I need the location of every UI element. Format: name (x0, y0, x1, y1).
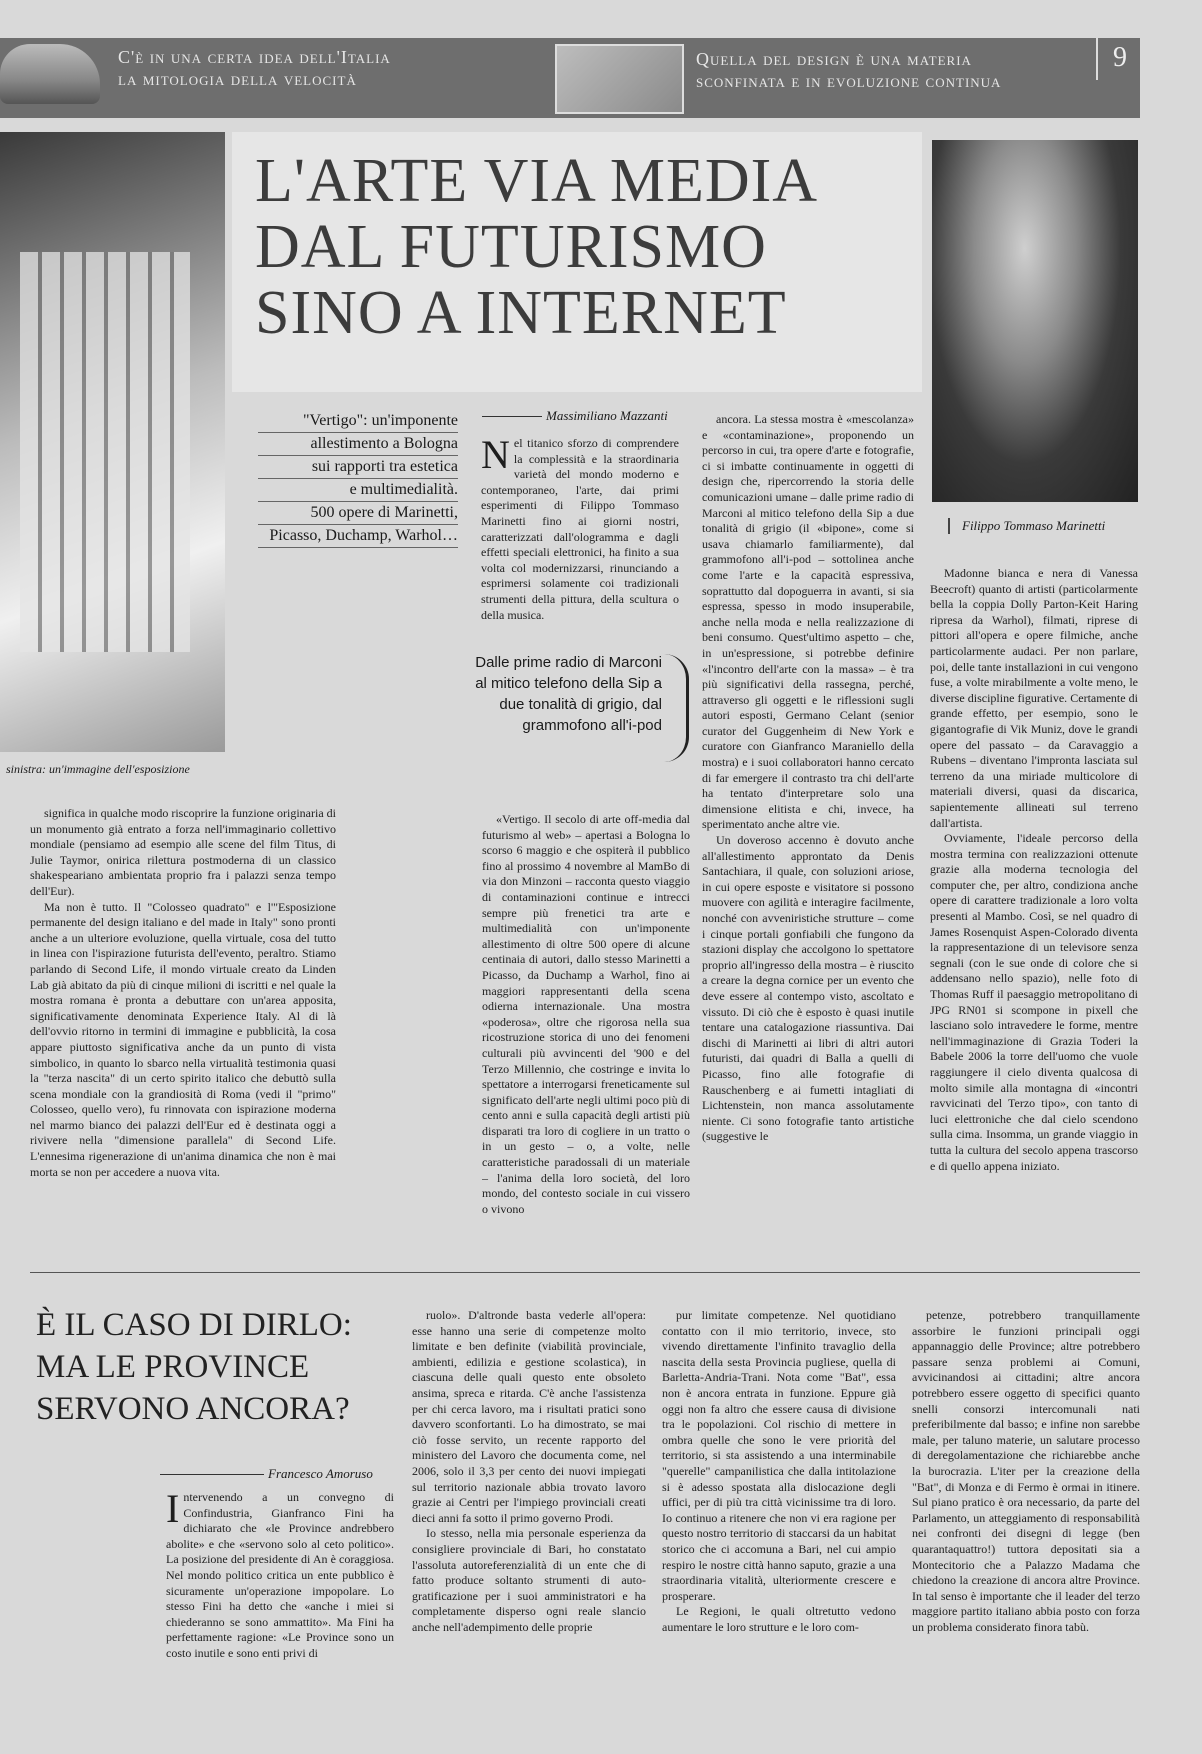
subtitle-line: "Vertigo": un'imponente (258, 410, 458, 433)
article2-column-3 (662, 1308, 896, 1742)
article-title (255, 148, 818, 346)
byline-rule (482, 416, 542, 417)
subtitle-line: Picasso, Duchamp, Warhol… (258, 525, 458, 548)
column-paragraph: Un doveroso accenno è dovuto anche all'allestimento approntato da Denis Santachiara, il quale, con soluzioni ariose, in cui opere esposte e visitatore si possono muovere con agilità e interagire facilmente, nonché con avveniristiche strutture – come i cinque portali gonfiabili che fungono da stazioni display che accolgono lo spettatore proprio all'ingresso della mostra – è riuscito a creare la degna cornice per un evento che deve essere al contempo visto, ascoltato e vissuto. Di ciò che è esposto è quasi inutile tentare una catalogazione riassuntiva. Dai dischi di Marinetti ai libri di altri autori futuristi, dai quadri di Balla a quelli di Picasso, fino alle fotografie di Rauschenberg e ai fumetti intagliati di Lichtenstein, non manca assolutamente niente. Ci sono fotografie tanto artistiche (suggestive le (702, 833, 914, 1144)
byline-rule (160, 1474, 264, 1475)
car-photo (0, 44, 100, 104)
title-line-2: DAL FUTURISMO (255, 213, 767, 281)
column-paragraph: Madonne bianca e nera di Vanessa Beecroft) quanto di artisti (particolarmente bella la coppia Dolly Parton-Keit Haring ripresa da Warhol), filmati, riprese di pittori all'opera e opere filmiche, anche particolarmente audaci. Per non parlare, poi, delle tante installazioni in cui vengono fuse, a volte mirabilmente a volte meno, le diverse discipline figurative. Certamente di grande effetto, per esempio, sono le gigantografie di Vik Muniz, dove le grandi opere del passato – da Caravaggio a Rubens – diventano l'impronta lasciata sul terreno da una miriade multicolore di materiali diversi, quasi da discarica, sapientemente allineati sul terreno dall'artista. (930, 566, 1138, 830)
drop-cap: N (481, 436, 510, 477)
header-right-line2: sconfinata e in evoluzione continua (696, 71, 1002, 91)
title-line-1: È IL CASO DI DIRLO: (36, 1307, 352, 1343)
pull-quote-bracket (664, 654, 689, 762)
column-paragraph: Io stesso, nella mia personale esperienza da consigliere provinciale di Bari, ho constatato l'assoluta autoreferenzialità di un ente che di fatto produce soltanto strumenti di auto-gratificazione per i suoi amministratori e ha completamente disperso ogni reale slancio anche nell'adempimento delle proprie (412, 1526, 646, 1634)
byline: Massimiliano Mazzanti (546, 408, 668, 423)
column-paragraph: Ovviamente, l'ideale percorso della mostra termina con realizzazioni ottenute grazie alla moderna tecnologia del computer che, per altro, condiziona anche opere di carattere tradizionale a loro volta presenti al Mambo. Così, se nel quadro di James Rosenquist Aspen-Colorado diventa la rappresentazione di un televisore senza segnali (con le sue onde di colore che si addensano nello spazio), nelle foto di Thomas Ruff il paesaggio metropolitano di JPG RN01 si scompone in pixell che lasciano solo intravedere le forme, mentre nell'immaginazione di Grazia Toderi la Babele 2006 la torre dell'uomo che vuole raggiungere il cielo diventa qualcosa di molto simile alla montagna di «incontri ravvicinati del Terzo tipo», con tanto di luci elettroniche che dal cielo scendono sulla cima. Insomma, un grande viaggio in tutta la cultura del secolo appena trascorso e di quello appena iniziato. (930, 831, 1138, 1173)
marinetti-portrait (932, 140, 1138, 502)
subtitle-line: e multimedialità. (258, 479, 458, 502)
pull-quote: Dalle prime radio di Marconi al mitico telefono della Sip a due tonalità di grigio, dal grammofono all'i-pod (475, 654, 662, 734)
drop-cap: I (166, 1490, 180, 1531)
column-paragraph: significa in qualche modo riscoprire la funzione originaria di un monumento già entrato a forza nell'immaginario collettivo mondiale (pensiamo ad esempio alle scene del film Titus, di Julie Taymor, onirica rilettura postmoderna di un classico shakespeariano ambientata proprio fra i palazzi senza tempo dell'Eur). (30, 806, 336, 898)
article-column-b (482, 812, 690, 1252)
title-line-1: L'ARTE VIA MEDIA (255, 147, 819, 215)
title-line-3: SINO A INTERNET (255, 279, 787, 347)
article-column-a (30, 806, 336, 1248)
column-text: ntervenendo a un convegno di Confindustria, Gianfranco Fini ha dichiarato che «le Province andrebbero abolite» e che «servono solo al ceto politico». La posizione del presidente di An è coraggiosa. Nel mondo politico critica un ente pubblico è sicuramente un'operazione impopolare. Lo stesso Fini ha detto che «anche i miei si chiederanno se sono ammattito». Ma Fini ha perfettamente ragione: «Le Province sono un costo inutile e sono enti privi di (166, 1490, 394, 1660)
article-column-2 (702, 412, 914, 1252)
column-paragraph: «Vertigo. Il secolo di arte off-media dal futurismo al web» – apertasi a Bologna lo scorso 6 maggio e che ospiterà il pubblico fino al prossimo 4 novembre al MamBo di via don Minzoni – racconta questo viaggio di contaminazioni continue e intrecci sempre più frenetici tra arte e multimedialità con un'imponente allestimento di oltre 500 opere di alcune centinaia di autori, dallo stesso Marinetti a Picasso, da Duchamp a Warhol, fino ai maggiori rappresentanti della scena odierna internazionale. Una mostra «poderosa», oltre che rigorosa nella sua ricostruzione storica di uno dei fenomeni culturali più avvincenti del '900 e del Terzo Millennio, che costringe e invita lo spettatore a interrogarsi freneticamente sul significato dell'arte negli ultimi poco più di cento anni e sulla capacità degli artisti più disparati tra loro di cogliere in un tratto o in un gesto – o, a volte, nelle caratteristiche paradossali di un materiale – l'anima della loro società, del loro mondo, del contesto sociale in cui vissero o vivono (482, 812, 690, 1216)
article2-column-1 (166, 1490, 394, 1742)
byline: Francesco Amoruso (268, 1466, 373, 1481)
exhibition-photo (0, 132, 225, 752)
header-right-teaser[interactable] (696, 48, 1001, 92)
column-paragraph: ancora. La stessa mostra è «mescolanza» e «contaminazione», proponendo un percorso in cui, tra opere d'arte e fotografie, ci si imbatte continuamente in oggetti di design che, ripercorrendo la storia delle comunicazioni umane – dalle prime radio di Marconi al mitico telefono della Sip a due tonalità di grigio (il «bipone», come si usava chiamarlo familiarmente), dal grammofono all'i-pod – sottolinea anche come l'arte e la capacità espressiva, soprattutto dal dopoguerra in avanti, si sia espressa, spesso in modo insuperabile, anche nella moda e nella realizzazione di beni consumo. Quest'ultimo aspetto – che, in un'espressione, si potrebbe definire «l'incontro dell'arte con la massa» – è tra più significativi della rassegna, perché, attraverso gli oggetti e le riflessioni sugli autori esposti, Germano Celant (senior curator del Guggenheim di New York e curatore con Gianfranco Maraniello della mostra) e i suoi collaboratori hanno cercato di far emergere il contrasto tra chi dell'arte ha tentato d'interpretare solo una dimensione elitista e chi, invece, ha sperimentato anche altre vie. (702, 412, 914, 832)
second-article-title (36, 1304, 352, 1430)
column-text: el titanico sforzo di comprendere la complessità e la straordinaria varietà del mondo moderno e contemporaneo, l'arte, dai primi esperimenti di Filippo Tommaso Marinetti fino ai giorni nostri, caratterizzati dall'ologramma e dagli effetti speciali elettronici, ha finito a sua volta col modernizzarsi, rinunciando a esprimersi solamente coi tradizionali strumenti della pittura, della scultura o della musica. (481, 436, 679, 622)
subtitle-line: allestimento a Bologna (258, 433, 458, 456)
portrait-caption: Filippo Tommaso Marinetti (948, 518, 1105, 534)
article-column-3 (930, 566, 1138, 1252)
column-paragraph: Le Regioni, le quali oltretutto vedono aumentare le loro strutture e le loro com- (662, 1604, 896, 1634)
subtitle-line: sui rapporti tra estetica (258, 456, 458, 479)
header-band (0, 38, 1140, 118)
header-left-teaser[interactable] (118, 46, 391, 90)
article2-column-4 (912, 1308, 1140, 1742)
exhibition-photo-caption: sinistra: un'immagine dell'esposizione (6, 762, 190, 776)
column-paragraph: pur limitate competenze. Nel quotidiano contatto con il mio territorio, invece, sto vivendo direttamente l'infinito travaglio della nascita della sesta Provincia pugliese, quella di Barletta-Andria-Trani. Nota come "Bat", essa non è ancora entrata in funzione. Eppure già oggi non fa altro che essere causa di divisione tra le popolazioni. Col rischio di mettere in ombra quelle che sono le vere priorità del territorio, si sta assistendo a una interminabile "querelle" campanilistica che dalla intitolazione si è adesso spostata alla dislocazione degli uffici, per di più tra città vicinissime tra di loro. Io continuo a ritenere che non vi era ragione per questo nostro territorio di staccarsi da un habitat storico che ci accomuna a Bari, nel cui ampio respiro le nostre città hanno saputo, grazie a una straordinaria vitalità, ulteriormente crescere e prosperare. (662, 1308, 896, 1603)
title-line-2: MA LE PROVINCE (36, 1349, 310, 1385)
subtitle-line: 500 opere di Marinetti, (258, 502, 458, 525)
header-left-line2: la mitologia della velocità (118, 69, 357, 89)
header-right-line1: Quella del design è una materia (696, 49, 972, 69)
article-column-1 (481, 436, 679, 622)
page-number: 9 (1096, 38, 1142, 80)
column-paragraph: ruolo». D'altronde basta vederle all'opera: esse hanno una serie di competenze molto limitate e ben definite (viabilità provinciale, ambienti, edilizia e gestione scolastica), in ciascuna delle quali questo ente obsoleto ansima, spreca e ritarda. C'è anche l'assistenza per chi cerca lavoro, ma i risultati pratici sono davvero sconfortanti. Lo ha dimostrato, se mai ciò fosse servito, un recente rapporto del ministero del Lavoro che documenta come, nel 2006, solo il 3,3 per cento dei nuovi impiegati sul territorio nazionale abbia trovato lavoro grazie ai Centri per l'impiego provinciali creati dieci anni fa sotto il primo governo Prodi. (412, 1308, 646, 1525)
installation-blocks (20, 252, 190, 652)
column-paragraph: Ma non è tutto. Il "Colosseo quadrato" e l'"Esposizione permanente del design italiano e del made in Italy" sono pronti anche a un ulteriore evoluzione, quella virtuale, cosa del tutto in linea con l'ispirazione futurista dell'evento, peraltro. Stiamo parlando di Second Life, il mondo virtuale creato da Linden Lab già abitato da più di cinque milioni di iscritti e nel quale la mostra romana è pronta a debuttare con un'area apposita, significativamente denominata Experience Italy. Al di là dell'ovvio ritorno in termini di immagine e pubblicità, la cosa appare piuttosto significativa anche da un punto di vista simbolico, in quanto lo sbarco nella virtualità testimonia quasi la "terza nascita" di un certo spirito italico che debuttò sulla scena mondiale con la grandiosità di Roma (vedi il "primo" Colosseo, quello vero), fu rinnovata con ispirazione moderna nel marmo bianco dei palazzi dell'Eur ed è destinata oggi a rivivere nella "dimensione parallela" di Second Life. L'ennesima rigenerazione di un'anima dinamica che non è mai morta se non per accedere a nuova vita. (30, 899, 336, 1179)
title-line-3: SERVONO ANCORA? (36, 1391, 350, 1427)
header-thumbnail-image (555, 44, 684, 114)
column-paragraph: petenze, potrebbero tranquillamente assorbire le funzioni principali oggi appannaggio delle Province; altre potrebbero passare senza problemi ai Comuni, avvicinandosi ai cittadini; altre ancora potrebbero essere oggetto di specifici quanto snelli consorzi intercomunali nati preferibilmente dal basso; e infine non sarebbe male, per taluno materie, un salutare processo di deregolamentazione che richiarebbe anche la burocrazia. L'iter per la creazione della "Bat", di Monza e di Fermo è ormai in itinere. Sul piano pratico è ora necessario, da parte del Parlamento, un atteggiamento di responsabilità nei confronti dei disegni di legge (ben quarantaquattro!) tuttora depositati sia a Montecitorio che a Palazzo Madama che chiedono la creazione di ancora altre Province. In tal senso è importante che il leader del terzo maggiore partito italiano abbia posto con forza un problema considerato finora tabù. (912, 1308, 1140, 1634)
article2-column-2 (412, 1308, 646, 1742)
section-divider (30, 1272, 1140, 1273)
article-subtitle (258, 410, 458, 548)
header-left-line1: C'è in una certa idea dell'Italia (118, 47, 391, 67)
